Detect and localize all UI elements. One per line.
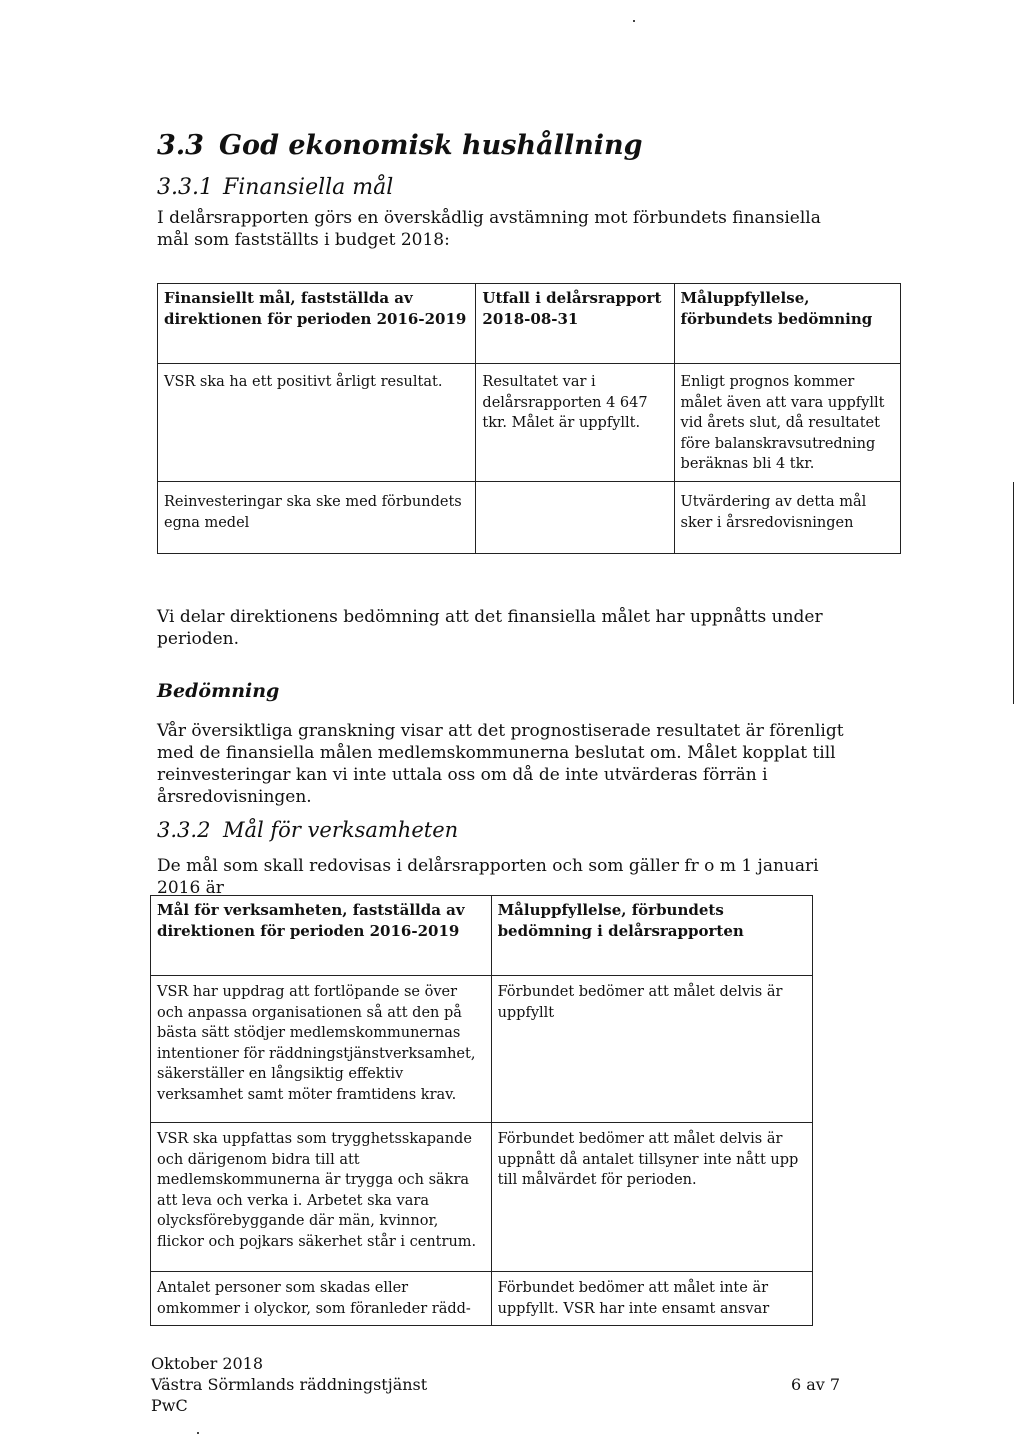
section-number: 3.3 (157, 130, 204, 161)
financial-goals-table (157, 283, 901, 554)
intro-paragraph-2: De mål som skall redovisas i delårsrapporten och som gäller fr o m 1 januari 2016 är (157, 856, 819, 898)
margin-line (1013, 482, 1014, 704)
subsection-heading-2 (157, 818, 458, 842)
section-heading (157, 130, 643, 161)
subsection-number-2: 3.3.2 (157, 818, 211, 842)
subsection-number-1: 3.3.1 (157, 175, 213, 200)
table-cell: VSR har uppdrag att fortlöpande se över och anpassa organisationen så att den på bästa sätt stödjer medlemskommunernas intentioner för räddningstjänstverksamhet, säkerställer en långsiktig effektiv verksamhet samt möter framtidens krav. (151, 976, 492, 1123)
conclusion-paragraph: Vi delar direktionens bedömning att det finansiella målet har uppnåtts under perioden. (157, 607, 823, 649)
table-row (151, 976, 813, 1123)
scan-mark (197, 1432, 199, 1434)
header-cell: Måluppfyllelse, förbundets bedömning (674, 284, 900, 364)
table-cell: Förbundet bedömer att målet inte är uppfyllt. VSR har inte ensamt ansvar (491, 1272, 812, 1326)
assessment-heading: Bedömning (157, 680, 280, 702)
footer (151, 1353, 427, 1416)
footer-firm: PwC (151, 1396, 188, 1415)
intro-paragraph: I delårsrapporten görs en överskådlig avstämning mot förbundets finansiella mål som fastställts i budget 2018: (157, 208, 821, 250)
table-cell: Antalet personer som skadas eller omkommer i olyckor, som föranleder rädd- (151, 1272, 492, 1326)
page-number: 6 av 7 (791, 1375, 841, 1394)
table-cell: Förbundet bedömer att målet delvis är uppfyllt (491, 976, 812, 1123)
table-cell: Förbundet bedömer att målet delvis är uppnått då antalet tillsyner inte nått upp till målvärdet för perioden. (491, 1123, 812, 1272)
table-cell: Resultatet var i delårsrapporten 4 647 tkr. Målet är uppfyllt. (476, 364, 674, 482)
operational-goals-table (150, 895, 813, 1326)
assessment-paragraph: Vår översiktliga granskning visar att det prognostiserade resultatet är förenligt med de finansiella målen medlemskommunerna beslutat om. Målet kopplat till reinvesteringar kan vi inte uttala oss om då de inte utvärderas förrän i årsredovisningen. (157, 721, 844, 807)
table-row (151, 1123, 813, 1272)
table-row (151, 1272, 813, 1326)
header-cell: Måluppfyllelse, förbundets bedömning i delårsrapporten (491, 896, 812, 976)
subsection-title-1: Finansiella mål (223, 175, 394, 200)
table-cell: VSR ska uppfattas som trygghetsskapande och därigenom bidra till att medlemskommunerna är trygga och säkra att leva och verka i. Arbetet ska vara olycksförebyggande där män, kvinnor, flickor och pojkars säkerhet står i centrum. (151, 1123, 492, 1272)
table-header-row (151, 896, 813, 976)
footer-org: Västra Sörmlands räddningstjänst (151, 1375, 428, 1394)
table-header-row (158, 284, 901, 364)
table-cell: Utvärdering av detta mål sker i årsredovisningen (674, 482, 900, 554)
header-cell: Finansiellt mål, fastställda av direktionen för perioden 2016-2019 (158, 284, 476, 364)
table-row (158, 364, 901, 482)
table-cell: Reinvesteringar ska ske med förbundets egna medel (158, 482, 476, 554)
table-row (158, 482, 901, 554)
table-cell: VSR ska ha ett positivt årligt resultat. (158, 364, 476, 482)
scan-mark (633, 20, 635, 22)
subsection-heading-1 (157, 175, 393, 200)
header-cell: Utfall i delårsrapport 2018-08-31 (476, 284, 674, 364)
footer-date: Oktober 2018 (151, 1354, 264, 1373)
section-title: God ekonomisk hushållning (219, 130, 643, 161)
subsection-title-2: Mål för verksamheten (223, 818, 459, 842)
table-cell: Enligt prognos kommer målet även att vara uppfyllt vid årets slut, då resultatet före balanskravsutredning beräknas bli 4 tkr. (674, 364, 900, 482)
table-cell (476, 482, 674, 554)
header-cell: Mål för verksamheten, fastställda av direktionen för perioden 2016-2019 (151, 896, 492, 976)
